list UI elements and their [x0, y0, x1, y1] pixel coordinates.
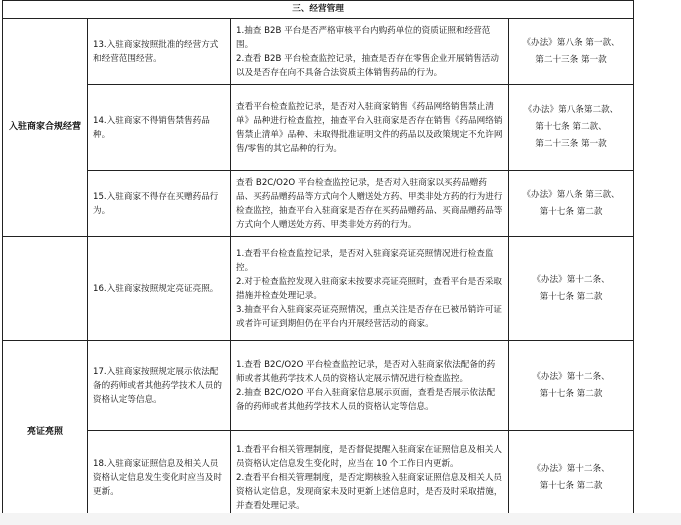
section-header-row: [3, 1, 634, 19]
basis-line: 第十七条 第二款: [539, 388, 603, 399]
check-method: [231, 237, 509, 341]
basis-line: 第十七条 第二款、: [535, 122, 607, 132]
check-item: 16.入驻商家按照规定亮证亮照。: [88, 237, 231, 341]
basis-line: 《办法》第八条 第一款、: [522, 37, 620, 48]
legal-basis: [509, 237, 634, 341]
check-item: 13.入驻商家按照批准的经营方式和经营范围经营。: [88, 19, 231, 85]
basis-line: 第二十三条 第一款: [535, 54, 607, 65]
method-line: 1.查看平台相关管理制度，是否督促提醒入驻商家在证照信息及相关人员资格认定信息发生变化时，应当在 10 个工作日内更新。: [236, 444, 503, 469]
table-row: [3, 171, 634, 237]
table-row: [3, 237, 634, 341]
method-line: 1.查看 B2C/O2O 平台检查监控记录，是否对入驻商家依法配备的药师或者其他药学技术人员的资格认定展示情况进行检查监控。: [236, 359, 496, 384]
legal-basis: [509, 85, 634, 171]
basis-line: 《办法》第八条 第三款、: [522, 189, 620, 200]
check-item: 17.入驻商家按照规定展示依法配备的药师或者其他药学技术人员的资格认定等信息。: [88, 341, 231, 431]
legal-basis: [509, 171, 634, 237]
method-line: 2.抽查 B2C/O2O 平台入驻商家信息展示页面，查看是否展示依法配备的药师或者其他药学技术人员的资格认定等信息。: [236, 387, 496, 412]
table-row: [3, 431, 634, 525]
check-method: [231, 171, 509, 237]
method-line: 3.抽查平台入驻商家亮证亮照情况，重点关注是否存在已被吊销许可证或者许可证到期但仍在平台内开展经营活动的商家。: [236, 304, 503, 329]
check-item: 18.入驻商家证照信息及相关人员资格认定信息发生变化时应当及时更新。: [88, 431, 231, 525]
method-line: 2.查看 B2B 平台检查监控记录，抽查是否存在零售企业开展销售活动以及是否存在向不具备合法资质主体销售药品的行为。: [236, 53, 499, 78]
check-item: 14.入驻商家不得销售禁售药品种。: [88, 85, 231, 171]
basis-line: 《办法》第十二条、: [532, 463, 610, 474]
basis-line: 第十七条 第二款: [539, 291, 603, 302]
basis-line: 《办法》第十二条、: [532, 371, 610, 382]
regulation-table: [2, 0, 634, 525]
basis-line: 第二十三条 第一款: [535, 139, 607, 149]
basis-line: 第十七条 第二款: [539, 206, 603, 217]
basis-line: 第十七条 第二款: [539, 480, 603, 491]
category-compliance: 入驻商家合规经营: [3, 19, 88, 237]
section-title: 三、经营管理: [3, 1, 634, 19]
page-bottom-edge: [0, 513, 681, 525]
category-license-display: 亮证亮照: [3, 341, 88, 525]
legal-basis: [509, 19, 634, 85]
table-row: [3, 341, 634, 431]
method-line: 查看 B2C/O2O 平台检查监控记录，是否对入驻商家以买药品赠药品、买药品赠药品等方式向个人赠送处方药、甲类非处方药的行为进行检查监控，抽查平台入驻商家是否存在买药品赠药品、买商品赠药品等方式向个人赠送处方药、甲类非处方药的行为。: [236, 177, 503, 230]
table-row: [3, 19, 634, 85]
legal-basis: [509, 431, 634, 525]
method-line: 查看平台检查监控记录，是否对入驻商家销售《药品网络销售禁止清单》品种进行检查监控，抽查平台入驻商家是否存在销售《药品网络销售禁止清单》品种、未取得批准证明文件的药品以及政策规定不允许网售/零售的其它品种的行为。: [236, 101, 503, 154]
check-method: [231, 19, 509, 85]
method-line: 2.对于检查监控发现入驻商家未按要求亮证亮照时，查看平台是否采取措施并检查处理记录。: [236, 276, 503, 301]
check-method: [231, 85, 509, 171]
check-method: [231, 431, 509, 525]
check-item: 15.入驻商家不得存在买赠药品行为。: [88, 171, 231, 237]
method-line: 1.查看平台检查监控记录，是否对入驻商家亮证亮照情况进行检查监控。: [236, 248, 494, 273]
check-method: [231, 341, 509, 431]
category-empty: [3, 237, 88, 341]
legal-basis: [509, 341, 634, 431]
basis-line: 《办法》第八条第二款、: [523, 105, 619, 115]
method-line: 1.抽查 B2B 平台是否严格审核平台内购药单位的资质证照和经营范围。: [236, 25, 491, 50]
method-line: 2.查看平台相关管理制度，是否定期核验入驻商家证照信息及相关人员资格认定信息，发现商家未及时更新上述信息时，是否及时采取措施，并查看处理记录。: [236, 472, 503, 511]
table-row: [3, 85, 634, 171]
basis-line: 《办法》第十二条、: [532, 274, 610, 285]
